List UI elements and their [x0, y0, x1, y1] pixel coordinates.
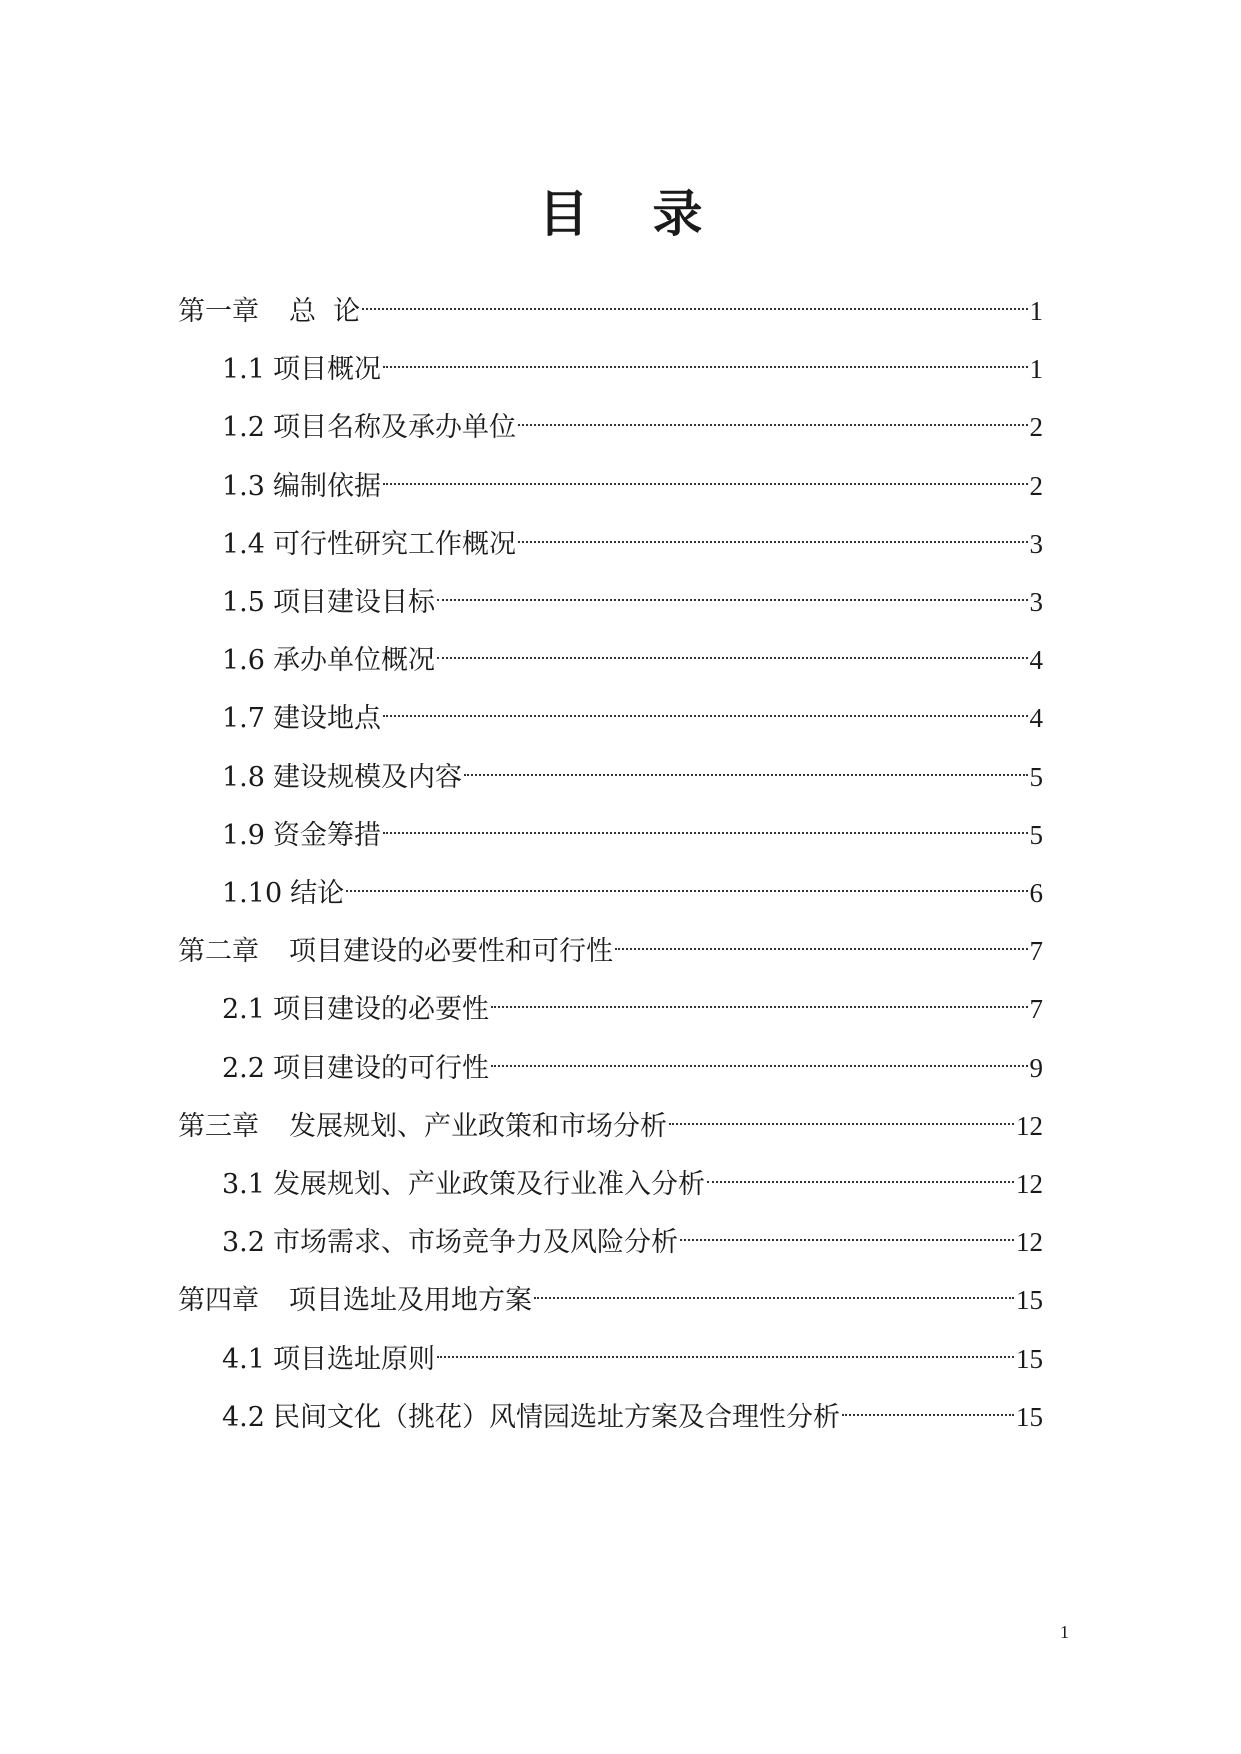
toc-entry-label	[222, 641, 435, 681]
toc-entry-label	[178, 292, 360, 332]
toc-entry-title: 总 论	[289, 296, 361, 327]
toc-entry-number: 1.10	[222, 878, 283, 909]
toc-entry-label	[222, 525, 516, 565]
toc-section-entry[interactable]	[222, 571, 1043, 618]
toc-entry-label	[222, 1049, 489, 1089]
toc-entry-number: 1.8	[222, 761, 265, 793]
toc-section-entry[interactable]	[222, 1037, 1043, 1084]
toc-section-entry[interactable]	[222, 687, 1043, 735]
toc-entry-page: 15	[1016, 1401, 1043, 1432]
toc-entry-title: 可行性研究工作概况	[272, 528, 516, 560]
toc-entry-number: 4.1	[222, 1343, 265, 1375]
toc-entry-title: 项目建设的可行性	[272, 1052, 489, 1084]
toc-entry-title: 项目选址及用地方案	[289, 1285, 532, 1317]
toc-dot-leader	[362, 280, 1027, 320]
toc-entry-number: 4.2	[222, 1401, 265, 1433]
toc-entry-number: 1.3	[222, 470, 265, 502]
toc-entry-title: 承办单位概况	[272, 645, 435, 677]
toc-section-entry[interactable]	[222, 338, 1043, 386]
toc-entry-number: 第二章	[178, 936, 259, 968]
toc-entry-title: 编制依据	[272, 470, 381, 502]
toc-entry-title: 建设地点	[272, 703, 381, 735]
toc-entry-title: 资金筹措	[272, 819, 381, 851]
toc-entry-number: 1.2	[222, 412, 265, 444]
toc-entry-number: 第一章	[178, 296, 259, 327]
toc-dot-leader	[464, 746, 1028, 786]
toc-dot-leader	[437, 571, 1028, 611]
toc-dot-leader	[669, 1095, 1014, 1135]
toc-entry-page: 4	[1029, 645, 1043, 676]
toc-entry-page: 2	[1029, 470, 1043, 501]
toc-section-entry[interactable]	[222, 513, 1043, 560]
toc-entry-number: 1.4	[222, 528, 265, 560]
toc-dot-leader	[518, 513, 1028, 553]
toc-entry-page: 12	[1016, 1110, 1043, 1141]
toc-section-entry[interactable]	[222, 862, 1043, 909]
toc-entry-label	[222, 583, 435, 623]
toc-entry-page: 3	[1029, 528, 1043, 559]
toc-entry-number: 1.5	[222, 587, 265, 618]
toc-entry-label	[222, 699, 381, 739]
toc-entry-number: 3.2	[222, 1227, 265, 1259]
toc-entry-title: 结论	[290, 878, 345, 909]
toc-entry-page: 5	[1029, 761, 1043, 792]
toc-entry-page: 7	[1029, 936, 1043, 967]
toc-entry-label	[222, 758, 462, 798]
toc-entry-title: 项目概况	[272, 354, 381, 386]
toc-entry-label	[222, 990, 489, 1030]
toc-entry-number: 1.6	[222, 645, 265, 677]
toc-dot-leader	[383, 455, 1028, 495]
toc-entry-title: 项目选址原则	[272, 1343, 435, 1375]
toc-dot-leader	[491, 978, 1028, 1018]
toc-chapter-entry[interactable]	[178, 1269, 1043, 1317]
toc-chapter-entry[interactable]	[178, 920, 1043, 968]
toc-section-entry[interactable]	[222, 1328, 1043, 1375]
toc-entry-page: 15	[1016, 1343, 1043, 1374]
toc-title-char: 目	[538, 183, 589, 243]
toc-entry-title: 发展规划、产业政策和市场分析	[289, 1110, 667, 1142]
toc-entry-label	[222, 1340, 435, 1380]
toc-title	[0, 184, 1241, 244]
toc-entry-title: 发展规划、产业政策及行业准入分析	[272, 1169, 705, 1200]
page-number: 1	[1060, 1622, 1069, 1642]
toc-dot-leader	[707, 1153, 1014, 1193]
toc-dot-leader	[383, 687, 1028, 727]
toc-entry-page: 2	[1029, 412, 1043, 443]
toc-entry-label	[178, 1281, 532, 1321]
toc-entry-page: 6	[1029, 878, 1043, 908]
toc-entry-page: 7	[1029, 994, 1043, 1025]
toc-dot-leader	[346, 862, 1027, 902]
toc-entry-title: 项目名称及承办单位	[272, 412, 516, 444]
toc-entry-page: 12	[1016, 1169, 1043, 1199]
toc-entry-number: 第四章	[178, 1285, 259, 1317]
toc-dot-leader	[680, 1211, 1014, 1251]
toc-section-entry[interactable]	[222, 746, 1043, 793]
toc-entry-number: 第三章	[178, 1110, 259, 1142]
toc-entry-label	[222, 874, 344, 914]
toc-section-entry[interactable]	[222, 629, 1043, 677]
toc-entry-label	[178, 932, 613, 972]
toc-chapter-entry[interactable]	[178, 1095, 1043, 1142]
toc-entry-page: 4	[1029, 703, 1043, 734]
toc-section-entry[interactable]	[222, 1211, 1043, 1259]
toc-section-entry[interactable]	[222, 455, 1043, 502]
toc-entry-label	[178, 1107, 667, 1147]
toc-entry-label	[222, 1223, 678, 1263]
toc-dot-leader	[518, 396, 1028, 436]
toc-entry-title: 建设规模及内容	[272, 761, 462, 793]
toc-dot-leader	[534, 1269, 1014, 1309]
toc-title-char: 录	[652, 183, 703, 243]
toc-entry-page: 12	[1016, 1227, 1043, 1258]
toc-entry-title: 民间文化（挑花）风情园选址方案及合理性分析	[272, 1401, 840, 1433]
toc-dot-leader	[615, 920, 1028, 960]
toc-entry-number: 2.2	[222, 1052, 265, 1084]
toc-entry-page: 5	[1029, 819, 1043, 850]
toc-entry-page: 1	[1029, 296, 1043, 326]
toc-entry-number: 1.7	[222, 703, 265, 735]
toc-entry-title: 项目建设的必要性	[272, 994, 489, 1026]
toc-entry-page: 3	[1029, 587, 1043, 617]
toc-entry-label	[222, 816, 381, 856]
toc-section-entry[interactable]	[222, 978, 1043, 1026]
toc-section-entry[interactable]	[222, 804, 1043, 851]
toc-entry-label	[222, 1398, 840, 1438]
toc-entry-label	[222, 467, 381, 507]
toc-entry-title: 项目建设的必要性和可行性	[289, 936, 613, 968]
toc-chapter-entry[interactable]	[178, 280, 1043, 327]
toc-entry-title: 项目建设目标	[272, 587, 435, 618]
toc-section-entry[interactable]	[222, 1386, 1043, 1433]
toc-entry-number: 1.1	[222, 354, 265, 386]
toc-section-entry[interactable]	[222, 396, 1043, 444]
toc-entry-page: 15	[1016, 1285, 1043, 1316]
toc-dot-leader	[842, 1386, 1014, 1426]
toc-entry-number: 3.1	[222, 1169, 265, 1200]
toc-entry-label	[222, 1165, 705, 1205]
toc-entry-title: 市场需求、市场竞争力及风险分析	[272, 1227, 678, 1259]
toc-entry-number: 2.1	[222, 994, 265, 1026]
toc-section-entry[interactable]	[222, 1153, 1043, 1200]
toc-entry-page: 9	[1029, 1052, 1043, 1083]
toc-dot-leader	[383, 804, 1028, 844]
toc-entry-number: 1.9	[222, 819, 265, 851]
toc-dot-leader	[437, 629, 1028, 669]
toc-dot-leader	[437, 1328, 1014, 1368]
toc-entry-label	[222, 408, 516, 448]
toc-entry-label	[222, 350, 381, 390]
toc-entry-page: 1	[1029, 354, 1043, 385]
toc-dot-leader	[383, 338, 1028, 378]
toc-dot-leader	[491, 1037, 1028, 1077]
